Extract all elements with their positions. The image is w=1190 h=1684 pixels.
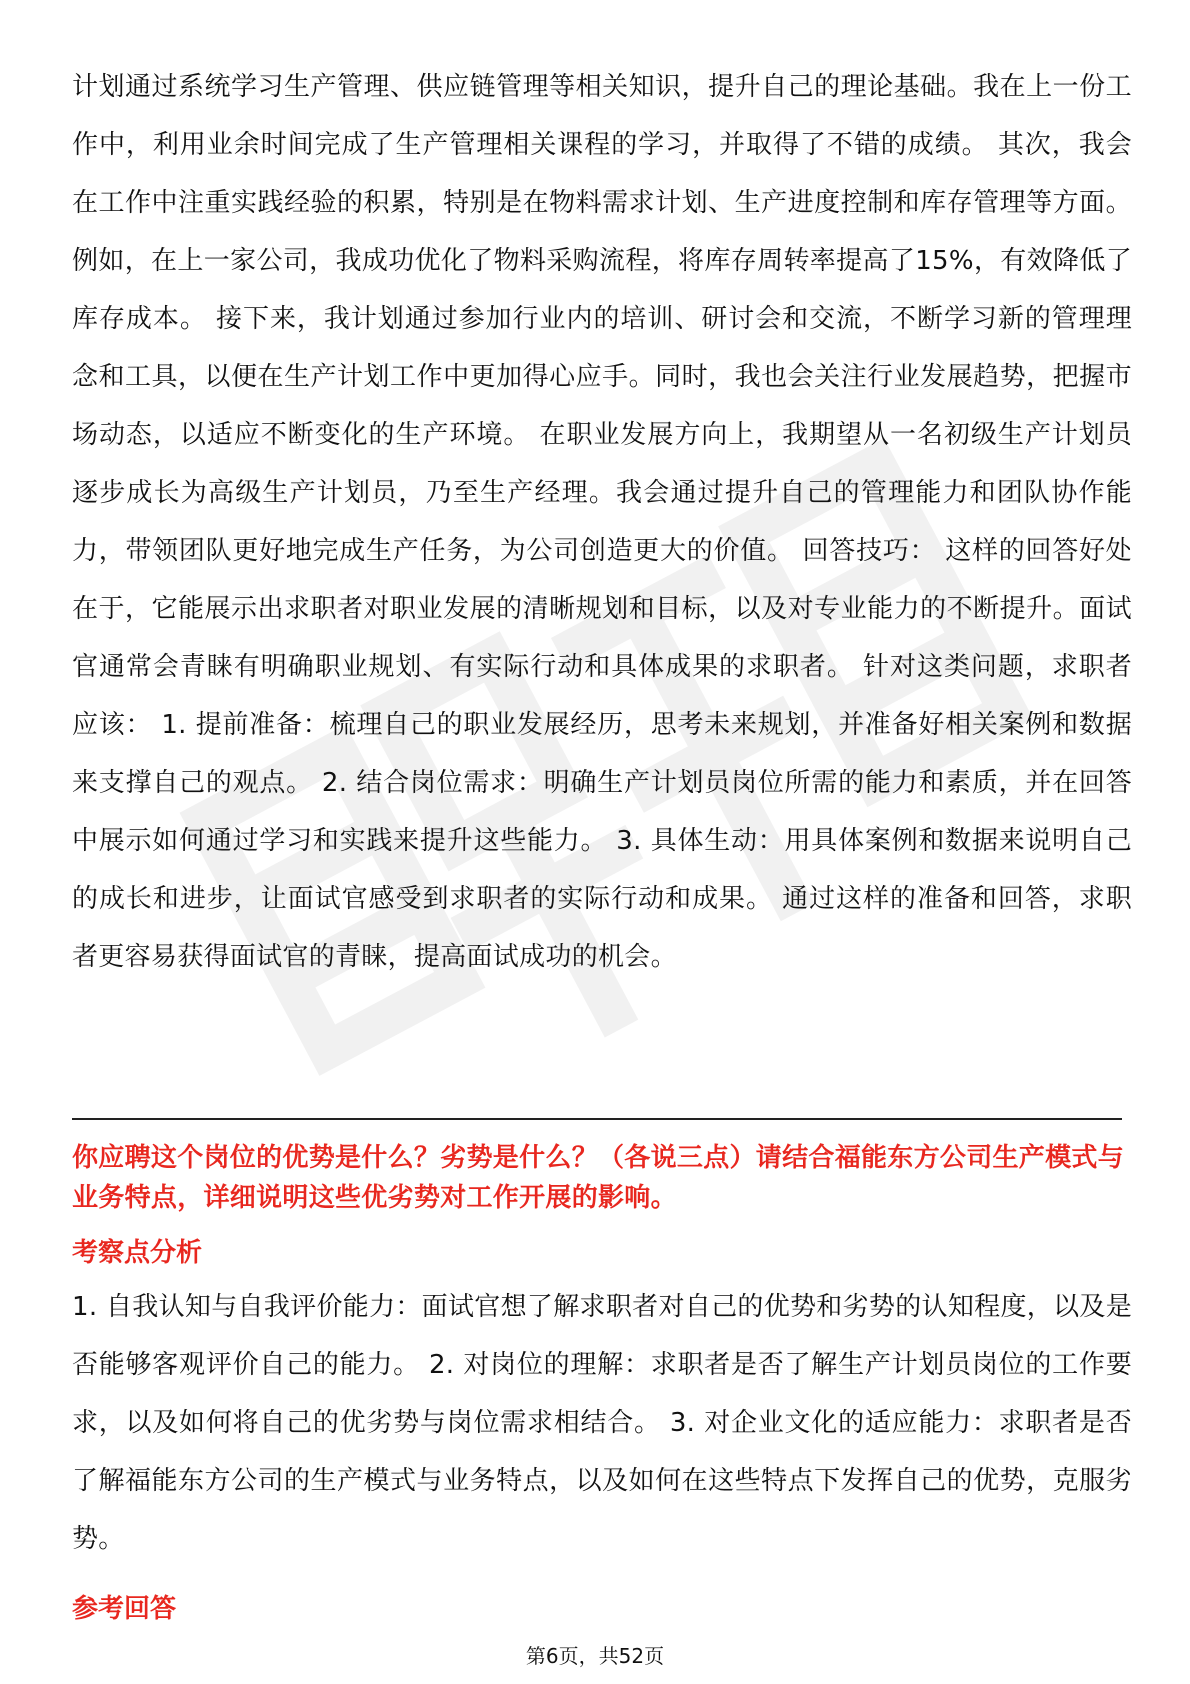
answer-heading: 参考回答 bbox=[72, 1594, 177, 1624]
body-paragraph: 计划通过系统学习生产管理、供应链管理等相关知识，提升自己的理论基础。我在上一份工作中，利用业余时间完成了生产管理相关课程的学习，并取得了不错的成绩。 其次，我会在工作中注重实践经验的积累，特别是在物料需求计划、生产进度控制和库存管理等方面。例如，在上一家公司，我成功优化了物料采购流程，将库存周转率提高了15%，有效降低了库存成本。 接下来，我计划通过参加行业内的培训、研讨会和交流，不断学习新的管理理念和工具，以便在生产计划工作中更加得心应手。同时，我也会关注行业发展趋势，把握市场动态，以适应不断变化的生产环境。 在职业发展方向上，我期望从一名初级生产计划员逐步成长为高级生产计划员，乃至生产经理。我会通过提升自己的管理能力和团队协作能力，带领团队更好地完成生产任务，为公司创造更大的价值。 回答技巧： 这样的回答好处在于，它能展示出求职者对职业发展的清晰规划和目标，以及对专业能力的不断提升。面试官通常会青睐有明确职业规划、有实际行动和具体成果的求职者。 针对这类问题，求职者应该： 1. 提前准备：梳理自己的职业发展经历，思考未来规划，并准备好相关案例和数据来支撑自己的观点。 2. 结合岗位需求：明确生产计划员岗位所需的能力和素质，并在回答中展示如何通过学习和实践来提升这些能力。 3. 具体生动：用具体案例和数据来说明自己的成长和进步，让面试官感受到求职者的实际行动和成果。 通过这样的准备和回答，求职者更容易获得面试官的青睐，提高面试成功的机会。 bbox=[72, 72, 1132, 972]
page-number: 第6页，共52页 bbox=[525, 1644, 665, 1668]
analysis-text: 1. 自我认知与自我评价能力：面试官想了解求职者对自己的优势和劣势的认知程度，以及是否能够客观评价自己的能力。 2. 对岗位的理解：求职者是否了解生产计划员岗位的工作要求，以及如何将自己的优劣势与岗位需求相结合。 3. 对企业文化的适应能力：求职者是否了解福能东方公司的生产模式与业务特点，以及如何在这些特点下发挥自己的优势，克服劣势。 bbox=[72, 1292, 1132, 1554]
section-divider bbox=[72, 1118, 1122, 1120]
interview-question: 你应聘这个岗位的优势是什么？劣势是什么？（各说三点）请结合福能东方公司生产模式与业务特点，详细说明这些优劣势对工作开展的影响。 bbox=[72, 1143, 1125, 1213]
analysis-heading: 考察点分析 bbox=[72, 1238, 203, 1268]
body-content bbox=[72, 58, 1132, 986]
